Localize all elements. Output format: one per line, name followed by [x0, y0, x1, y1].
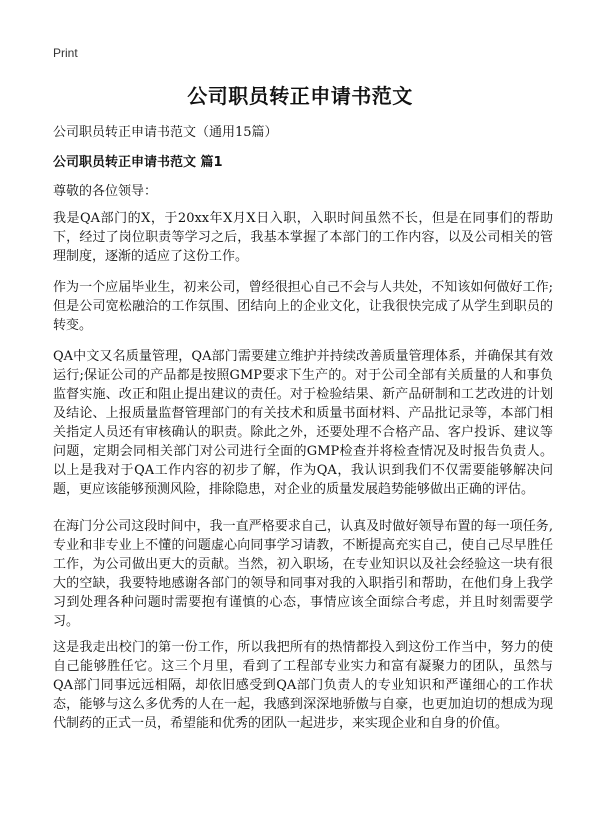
body-paragraph-5: 这是我走出校门的第一份工作，所以我把所有的热情都投入到这份工作当中，努力的使自己能够胜任它。这三个月里，看到了工程部专业实力和富有凝聚力的团队，虽然与QA部门同事远远相隔，却依旧感受到QA部门负责人的专业知识和严谨细心的工作状态，能够与这么多优秀的人在一起，我感到深深地骄傲与自豪，也更加迫切的想成为现代制药的正式一员，希望能和优秀的团队一起进步，来实现企业和自身的价值。 [53, 640, 553, 731]
section-heading: 公司职员转正申请书范文 篇1 [53, 155, 223, 170]
greeting-line: 尊敬的各位领导： [53, 184, 158, 199]
print-label: Print [53, 46, 78, 60]
document-subtitle: 公司职员转正申请书范文（通用15篇） [53, 125, 278, 140]
body-paragraph-1: 我是QA部门的X，于20xx年X月X日入职，入职时间虽然不长，但是在同事们的帮助下，经过了岗位职责等学习之后，我基本掌握了本部门的工作内容，以及公司相关的管理制度，逐渐的适应了这份工作。 [53, 211, 553, 264]
body-paragraph-4: 在海门分公司这段时间中，我一直严格要求自己，认真及时做好领导布置的每一项任务,专业和非专业上不懂的问题虚心向同事学习请教，不断提高充实自己，使自己尽早胜任工作，为公司做出更大的贡献。当然，初入职场，在专业知识以及社会经验这一块有很大的空缺，我要特地感谢各部门的领导和同事对我的入职指引和帮助，在他们身上我学习到处理各种问题时需要抱有谨慎的心态，事情应该全面综合考虑，并且时刻需要学习。 [53, 519, 553, 629]
page-title: 公司职员转正申请书范文 [187, 84, 413, 108]
body-paragraph-3: QA中文又名质量管理，QA部门需要建立维护并持续改善质量管理体系，并确保其有效运行;保证公司的产品都是按照GMP要求下生产的。对于公司全部有关质量的人和事负监督实施、改正和阻止提出建议的责任。对于检验结果、新产品研制和工艺改进的计划及结论、上报质量监督管理部门的有关技术和质量书面材料、产品批记录等，本部门相关指定人员还有审核确认的职责。除此之外，还要处理不合格产品、客户投诉、建议等问题，定期会同相关部门对公司进行全面的GMP检查并将检查情况及时报告负责人。以上是我对于QA工作内容的初步了解，作为QA，我认识到我们不仅需要能够解决问题，更应该能够预测风险，排除隐患，对企业的质量发展趋势能够做出正确的评估。 [53, 349, 553, 497]
body-paragraph-2: 作为一个应届毕业生，初来公司，曾经很担心自己不会与人共处，不知该如何做好工作;但是公司宽松融洽的工作氛围、团结向上的企业文化，让我很快完成了从学生到职员的转变。 [53, 280, 553, 333]
